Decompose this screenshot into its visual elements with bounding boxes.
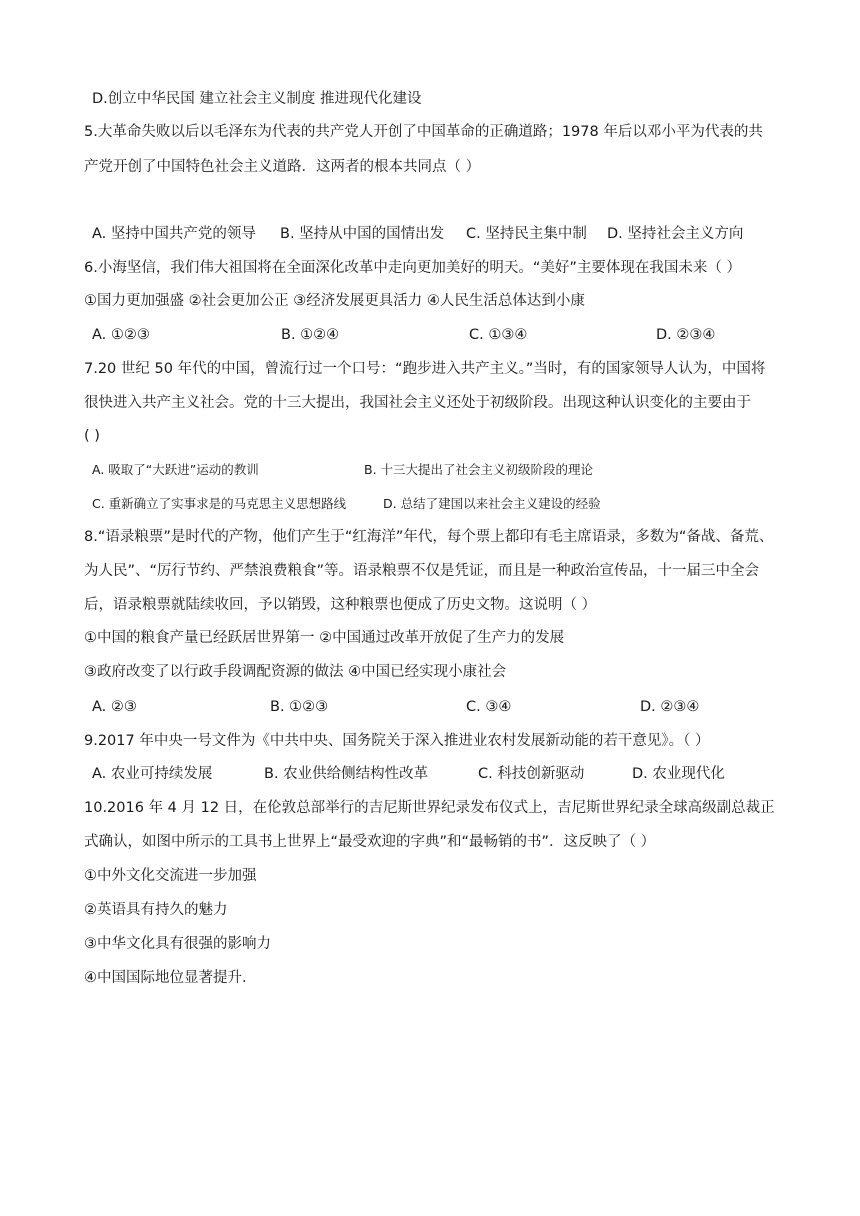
q7-stem-line2: 很快进入共产主义社会。党的十三大提出，我国社会主义还处于初级阶段。出现这种认识变化的主要由于 (84, 395, 751, 411)
q5-option-d: D. 坚持社会主义方向 (607, 226, 744, 242)
q9-option-a: A. 农业可持续发展 (92, 766, 213, 782)
q9-option-c: C. 科技创新驱动 (478, 766, 585, 782)
q7-option-a: A. 吸取了“大跃进”运动的教训 (92, 462, 259, 477)
q7-option-d: D. 总结了建国以来社会主义建设的经验 (383, 496, 601, 511)
q8-option-b: B. ①②③ (270, 699, 329, 715)
q6-option-b: B. ①②④ (281, 327, 340, 343)
q6-option-a: A. ①②③ (92, 327, 150, 343)
q7-stem-line1: 7.20 世纪 50 年代的中国，曾流行过一个口号：“跑步进入共产主义。”当时，有的国家领导人认为，中国将 (84, 361, 766, 377)
q5-stem-line1: 5.大革命失败以后以毛泽东为代表的共产党人开创了中国革命的正确道路；1978 年后以邓小平为代表的共 (84, 124, 763, 140)
q6-option-c: C. ①③④ (469, 327, 528, 343)
q10-item-3: ③中华文化具有很强的影响力 (84, 936, 271, 952)
q9-stem: 9.2017 年中央一号文件为《中共中央、国务院关于深入推进业农村发展新动能的若干意见》。（ ） (84, 733, 710, 749)
q5-option-c: C. 坚持民主集中制 (466, 226, 587, 242)
q7-stem-line3: ( ) (84, 428, 100, 444)
q7-option-c: C. 重新确立了实事求是的马克思主义思想路线 (92, 496, 347, 511)
q10-stem-line2: 式确认，如图中所示的工具书上世界上“最受欢迎的字典”和“最畅销的书”．这反映了（ ） (84, 834, 656, 850)
q10-item-2: ②英语具有持久的魅力 (84, 902, 228, 918)
q5-stem-line2: 产党开创了中国特色社会主义道路．这两者的根本共同点（ ） (84, 159, 481, 175)
q8-option-a: A. ②③ (92, 699, 137, 715)
q8-choices-line1: ①中国的粮食产量已经跃居世界第一 ②中国通过改革开放促了生产力的发展 (84, 630, 565, 646)
q10-item-1: ①中外文化交流进一步加强 (84, 868, 257, 884)
q6-choices-line: ①国力更加强盛 ②社会更加公正 ③经济发展更具活力 ④人民生活总体达到小康 (84, 293, 585, 309)
q5-option-a: A. 坚持中国共产党的领导 (92, 226, 256, 242)
q9-option-b: B. 农业供给侧结构性改革 (264, 766, 429, 782)
q5-option-b: B. 坚持从中国的国情出发 (280, 226, 445, 242)
q6-option-d: D. ②③④ (656, 327, 716, 343)
q8-choices-line2: ③政府改变了以行政手段调配资源的做法 ④中国已经实现小康社会 (84, 664, 507, 680)
q7-option-b: B. 十三大提出了社会主义初级阶段的理论 (364, 462, 594, 477)
q6-stem-line1: 6.小海坚信，我们伟大祖国将在全面深化改革中走向更加美好的明天。“美好”主要体现在我国未来（ ） (84, 260, 741, 276)
q10-stem-line1: 10.2016 年 4 月 12 日，在伦敦总部举行的吉尼斯世界纪录发布仪式上，吉尼斯世界纪录全球高级副总裁正 (84, 800, 775, 816)
q8-stem-line2: 为人民”、“厉行节约、严禁浪费粮食”等。语录粮票不仅是凭证，而且是一种政治宣传品，十一届三中全会 (84, 563, 760, 579)
q8-stem-line3: 后，语录粮票就陆续收回，予以销毁，这种粮票也便成了历史文物。这说明（ ） (84, 597, 597, 613)
q8-option-d: D. ②③④ (640, 699, 700, 715)
q9-option-d: D. 农业现代化 (632, 766, 725, 782)
q10-item-4: ④中国国际地位显著提升． (84, 970, 257, 986)
q4-option-d: D.创立中华民国 建立社会主义制度 推进现代化建设 (92, 91, 422, 107)
q8-option-c: C. ③④ (466, 699, 512, 715)
q8-stem-line1: 8.“语录粮票”是时代的产物，他们产生于“红海洋”年代，每个票上都印有毛主席语录，多数为“备战、备荒、 (84, 529, 774, 545)
